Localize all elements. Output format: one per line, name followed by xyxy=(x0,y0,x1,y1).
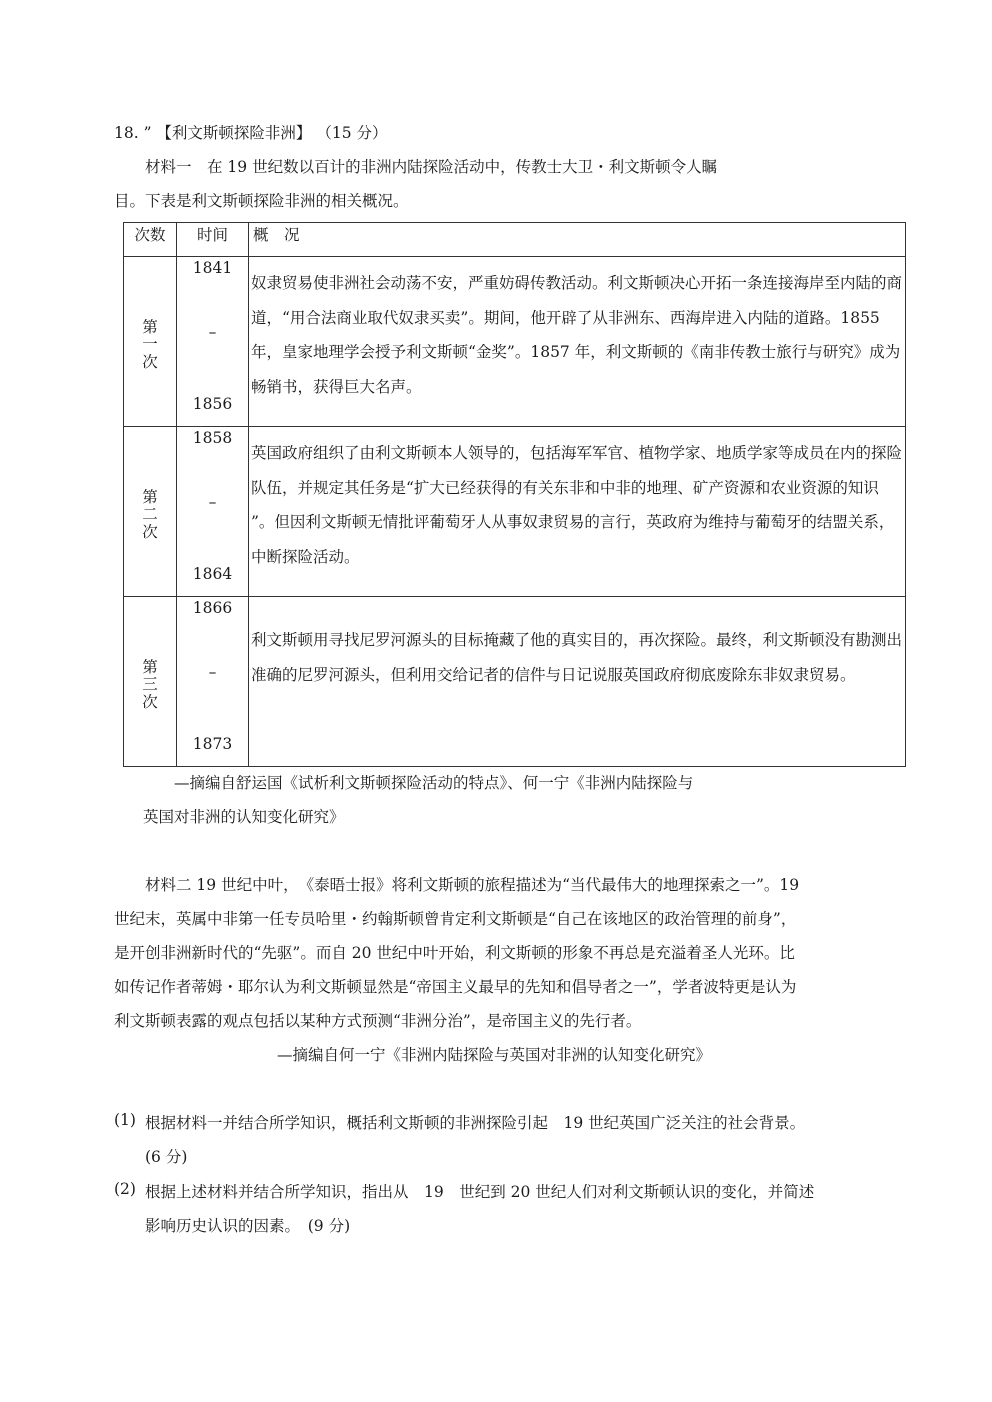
count-char: 次 xyxy=(142,693,158,711)
count-char: 第 xyxy=(142,658,158,676)
material1-intro-line1: 材料一 在 19 世纪数以百计的非洲内陆探险活动中，传教士大卫・利文斯顿令人瞩 xyxy=(145,158,718,176)
question-2-text-line2: 影响历史认识的因素。 (9 分) xyxy=(145,1217,351,1235)
question-1-points: (6 分) xyxy=(145,1148,188,1166)
year-dash: – xyxy=(208,493,217,511)
count-cell xyxy=(124,597,177,767)
question-heading: 18. ” 【利文斯顿探险非洲】 （15 分） xyxy=(114,124,388,142)
end-year: 1864 xyxy=(192,565,233,583)
count-cell xyxy=(124,257,177,427)
time-cell xyxy=(177,597,249,767)
summary-cell xyxy=(249,597,906,767)
count-char: 第 xyxy=(142,318,158,336)
year-dash: – xyxy=(208,663,217,681)
table-row xyxy=(124,597,906,767)
header-time: 时间 xyxy=(177,223,249,257)
summary-text: 英国政府组织了由利文斯顿本人领导的，包括海军军官、植物学家、地质学家等成员在内的探险队伍，并规定其任务是“扩大已经获得的有关东非和中非的地理、矿产资源和农业资源的知识 ”。但因利文斯顿无情批评葡萄牙人从事奴隶贸易的言行，英政府为维持与葡萄牙的结盟关系，中断探险活动。 xyxy=(251,444,903,566)
material2-line: 世纪末，英属中非第一任专员哈里・约翰斯顿曾肯定利文斯顿是“自己在该地区的政治管理的前身”， xyxy=(114,910,797,928)
count-char: 一 xyxy=(142,335,158,353)
end-year: 1873 xyxy=(192,735,233,753)
start-year: 1866 xyxy=(192,599,233,617)
material1-intro-line2: 目。下表是利文斯顿探险非洲的相关概况。 xyxy=(114,192,409,210)
material2-line: 材料二 19 世纪中叶， 《泰晤士报》将利文斯顿的旅程描述为“当代最伟大的地理探索之一”。19 xyxy=(145,876,800,894)
source-citation-2: —摘编自何一宁《非洲内陆探险与英国对非洲的认知变化研究》 xyxy=(277,1046,712,1064)
count-char: 次 xyxy=(142,523,158,541)
table-row xyxy=(124,427,906,597)
end-year: 1856 xyxy=(192,395,233,413)
material2-line: 利文斯顿表露的观点包括以某种方式预测“非洲分治”，是帝国主义的先行者。 xyxy=(114,1012,642,1030)
material2-line: 是开创非洲新时代的“先驱”。而自 20 世纪中叶开始，利文斯顿的形象不再总是充溢着圣人光环。比 xyxy=(114,944,795,962)
summary-text: 奴隶贸易使非洲社会动荡不安，严重妨碍传教活动。利文斯顿决心开拓一条连接海岸至内陆的商道，“用合法商业取代奴隶买卖”。期间，他开辟了从非洲东、西海岸进入内陆的道路。1855 年，皇家地理学会授予利文斯顿“金奖”。1857 年，利文斯顿的《南非传教士旅行与研究》成为畅销书，获得巨大名声。 xyxy=(251,274,903,396)
table-row xyxy=(124,257,906,427)
time-cell xyxy=(177,257,249,427)
question-2-text: 根据上述材料并结合所学知识，指出从 19 世纪到 20 世纪人们对利文斯顿认识的变化，并简述 xyxy=(145,1183,815,1201)
exploration-table xyxy=(123,222,906,767)
material2-line: 如传记作者蒂姆・耶尔认为利文斯顿显然是“帝国主义最早的先知和倡导者之一”，学者波特更是认为 xyxy=(114,978,797,996)
year-dash: – xyxy=(208,323,217,341)
summary-cell xyxy=(249,257,906,427)
start-year: 1841 xyxy=(192,259,233,277)
source-citation-1-line1: —摘编自舒运国《试析利文斯顿探险活动的特点》、何一宁《非洲内陆探险与 xyxy=(174,774,694,792)
count-char: 第 xyxy=(142,488,158,506)
count-char: 次 xyxy=(142,353,158,371)
header-summary: 概 况 xyxy=(249,223,906,257)
summary-cell xyxy=(249,427,906,597)
count-cell xyxy=(124,427,177,597)
start-year: 1858 xyxy=(192,429,233,447)
header-count: 次数 xyxy=(124,223,177,257)
table-header-row xyxy=(124,223,906,257)
question-2-number: (2) xyxy=(114,1180,136,1198)
source-citation-1-line2: 英国对非洲的认知变化研究》 xyxy=(143,808,345,826)
count-char: 三 xyxy=(142,675,158,693)
question-1-number: (1) xyxy=(114,1111,136,1129)
question-1-text: 根据材料一并结合所学知识，概括利文斯顿的非洲探险引起 19 世纪英国广泛关注的社会背景。 xyxy=(145,1114,806,1132)
summary-text: 利文斯顿用寻找尼罗河源头的目标掩藏了他的真实目的，再次探险。最终，利文斯顿没有勘测出准确的尼罗河源头，但利用交给记者的信件与日记说服英国政府彻底废除东非奴隶贸易。 xyxy=(251,631,903,684)
count-char: 二 xyxy=(142,505,158,523)
time-cell xyxy=(177,427,249,597)
